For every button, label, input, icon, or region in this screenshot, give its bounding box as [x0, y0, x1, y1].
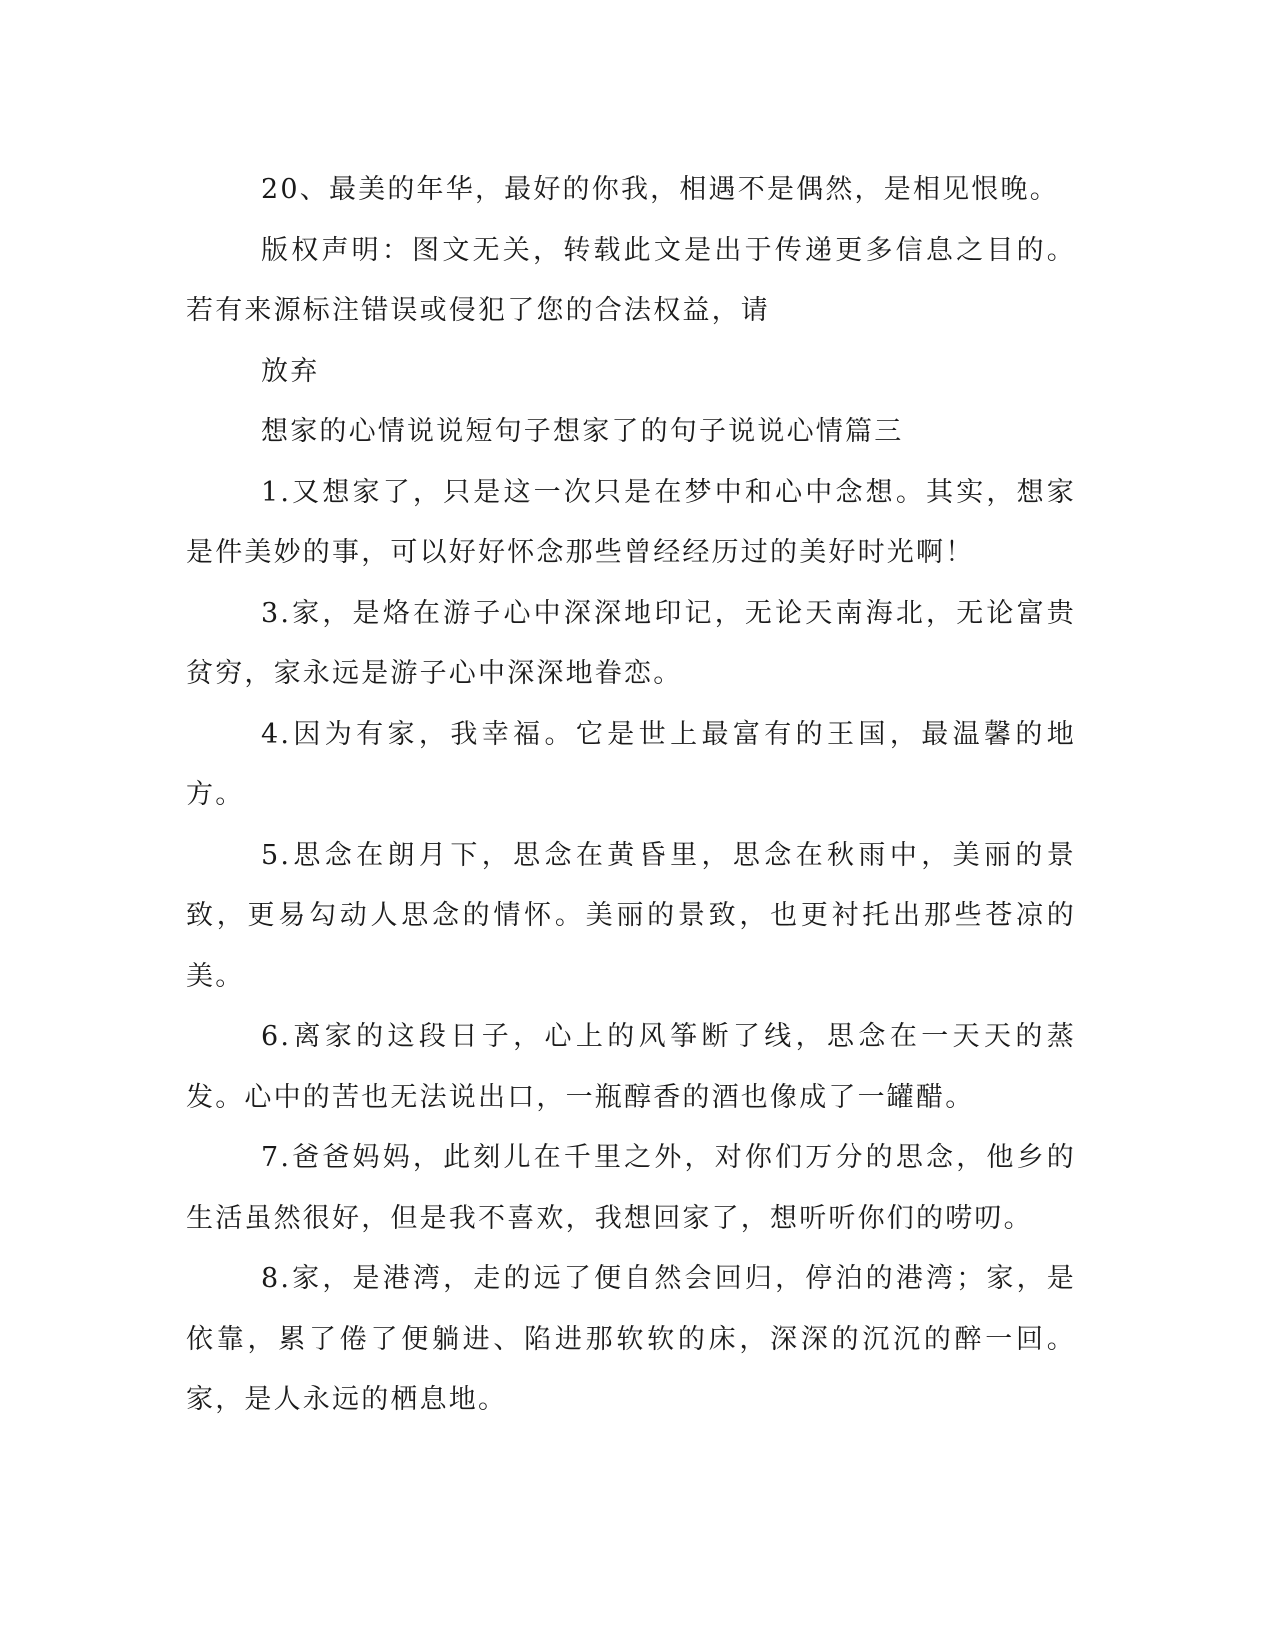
paragraph-item-4: 4.因为有家，我幸福。它是世上最富有的王国，最温馨的地方。: [186, 718, 1076, 810]
paragraph-item-8: 8.家，是港湾，走的远了便自然会回归，停泊的港湾；家，是依靠，累了倦了便躺进、陷进那软软的床，深深的沉沉的醉一回。家，是人永远的栖息地。: [186, 1263, 1076, 1415]
paragraph-item-7: 7.爸爸妈妈，此刻儿在千里之外，对你们万分的思念，他乡的生活虽然很好，但是我不喜欢，我想回家了，想听听你们的唠叨。: [186, 1142, 1076, 1234]
section-heading: 想家的心情说说短句子想家了的句子说说心情篇三: [261, 416, 904, 447]
paragraph-item-3: 3.家，是烙在游子心中深深地印记，无论天南海北，无论富贵贫穷，家永远是游子心中深深地眷恋。: [186, 597, 1076, 689]
paragraph-item-20: 20、最美的年华，最好的你我，相遇不是偶然，是相见恨晚。: [261, 174, 1059, 205]
paragraph-item-5: 5.思念在朗月下，思念在黄昏里，思念在秋雨中，美丽的景致，更易勾动人思念的情怀。美丽的景致，也更衬托出那些苍凉的美。: [186, 839, 1076, 992]
paragraph-item-6: 6.离家的这段日子，心上的风筝断了线，思念在一天天的蒸发。心中的苦也无法说出口，一瓶醇香的酒也像成了一罐醋。: [186, 1021, 1076, 1113]
copyright-notice: 版权声明：图文无关，转载此文是出于传递更多信息之目的。若有来源标注错误或侵犯了您的合法权益，请: [186, 234, 1076, 326]
paragraph-fragment: 放弃: [261, 355, 320, 387]
paragraph-item-1: 1.又想家了，只是这一次只是在梦中和心中念想。其实，想家是件美妙的事，可以好好怀念那些曾经经历过的美好时光啊！: [186, 476, 1076, 568]
document-body: [186, 160, 1076, 1431]
